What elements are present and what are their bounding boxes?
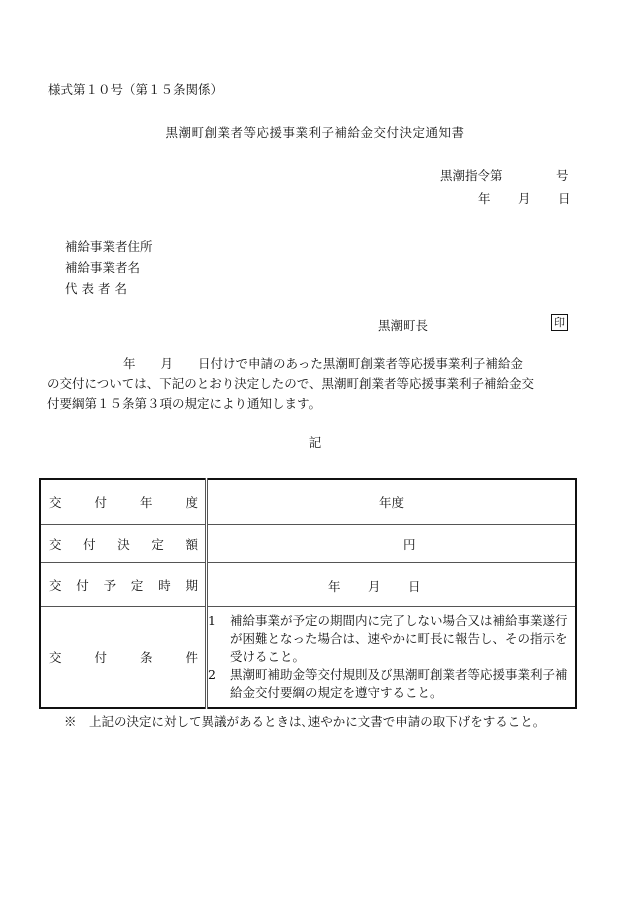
reference-prefix: 黒潮指令第 [440,168,503,183]
table-row [40,525,576,563]
seal-mark: 印 [551,314,568,331]
detail-table [39,478,577,709]
body-text [47,354,592,414]
issue-date-month: 月 [518,191,531,206]
issue-date-year: 年 [478,191,491,206]
form-number: 様式第１０号（第１５条関係） [48,82,224,97]
recipient-name-label: 補給事業者名 [65,260,141,275]
reference-suffix: 号 [556,168,569,183]
reference-number [440,166,570,184]
document-title: 黒潮町創業者等応援事業利子補給金交付決定通知書 [165,125,465,140]
condition-item: 1 補給事業が予定の期間内に完了しない場合又は補給事業遂行が困難となった場合は、速やかに町長に報告し、その指示を受けること。 [208,613,568,664]
issue-date-day: 日 [558,191,571,206]
sender-name: 黒潮町長 [378,318,429,333]
body-line-3: 付要綱第１５条第３項の規定により通知します。 [47,396,322,411]
recipient-address-label: 補給事業者住所 [65,239,153,254]
row-label-conditions: 交 付 条 件 [40,607,207,709]
objection-note: ※ 上記の決定に対して異議があるときは､速やかに文書で申請の取下げをすること。 [64,714,546,729]
row-label-schedule: 交 付 予 定 時 期 [40,563,207,607]
recipient-representative-label: 代表者名 [65,281,132,296]
row-label-fiscal-year: 交 付 年 度 [40,479,207,525]
body-line-1: 年 月 日付けで申請のあった黒潮町創業者等応援事業利子補給金 [123,356,523,371]
recipient-block [65,236,153,299]
row-value-fiscal-year: 年度 [207,479,577,525]
row-label-amount: 交 付 決 定 額 [40,525,207,563]
table-row [40,607,576,709]
table-row [40,479,576,525]
row-value-conditions [207,607,577,709]
row-value-amount: 円 [207,525,577,563]
ki-heading: 記 [308,435,322,450]
condition-item: 2 黒潮町補助金等交付規則及び黒潮町創業者等応援事業利子補給金交付要綱の規定を遵守すること。 [208,667,568,700]
table-row [40,563,576,607]
body-line-2: の交付については、下記のとおり決定したので、黒潮町創業者等応援事業利子補給金交 [47,376,535,391]
row-value-schedule: 年 月 日 [207,563,577,607]
